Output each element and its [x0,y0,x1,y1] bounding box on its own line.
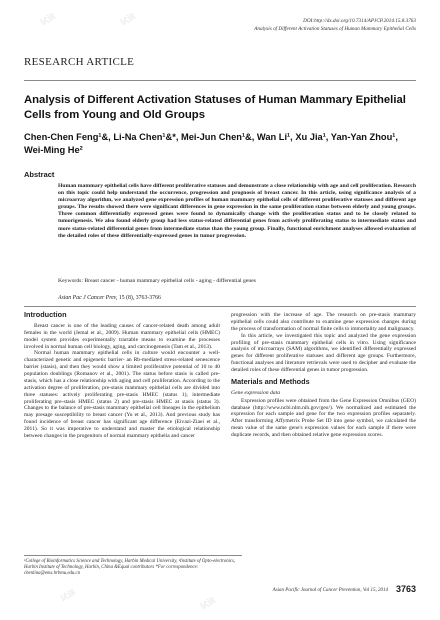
body-paragraph: In this article, we investigated this topic and analyzed the gene expression profiling of pre-stasis mammary epithelial cells in vitro. Using significance analysis of microarrays (SAM) algorithms, we identified differentially expressed genes for different proliferative statuses and different age groups. Furthermore, functional analyses and literature retrievals were used to decipher and evaluate the detailed roles of these differential genes in tumor progression. [231,332,416,373]
right-column [231,312,416,439]
citation-journal: Asian Pac J Cancer Prev, [58,295,118,301]
intro-paragraph: Breast cancer is one of the leading causes of cancer-related death among adult females in the world (Jemal et al., 2009). Human mammary epithelial cells (HMEC) model system provides experimentally tractable means to examine the processes involved in normal human cell biology, aging, and carcinogenesis (Tam et al., 2013). [24,322,220,350]
abstract-text: Human mammary epithelial cells have different proliferative statuses and demonstrate a close relationship with age and cell proliferation. Research on this topic could help understand the occurrence, progression and prognosis of breast cancer. In this article, using significance analysis of a microarray algorithm, we analyzed gene expression profiles of human mammary epithelial cells of different proliferative statuses and different age groups. The results showed there were significant differences in gene expression in the same proliferation status between elderly and young groups. Three common differentially expressed genes were found to dynamically change with the proliferation status and to be closely related to tumorigenesis. We also found elderly group had less status-related differential genes from actively proliferating status to intermediate status and more status-related differential genes from intermediate status than the young group. Finally, functional enrichment analyses allowed evaluation of the detailed roles of these differentially-expressed genes in tumor progression. [58,183,416,239]
page-number: 3763 [395,584,416,594]
introduction-heading: Introduction [24,310,67,319]
footer-journal: Asian Pacific Journal of Cancer Prevention, Vol 15, 2014 [272,588,388,593]
author-list: Chen-Chen Feng¹&, Li-Na Chen¹&*, Mei-Jun Chen¹&, Wan Li¹, Xu Jia¹, Yan-Yan Zhou¹, Wei-Ming He² [24,132,398,155]
intro-paragraph: Normal human mammary epithelial cells in culture would encounter a well-characterized genetic and epigenetic barrier- an Rb-mediated stress-related senescence barrier (stasis), and then they would show a limited proliferative potential of 10 to 40 population doublings (Romanov et al., 2001). The status before stasis is called pre-stasis, which has a close relationship with aging and cell proliferation. According to the activation degree of proliferation, pre-stasis mammary epithelial cells are divided into three statuses: actively proliferating pre-stasis HMEC (status 1), intermediate proliferating pre-stasis HMEC (status 2) and pre-stasis HMEC at stasis (status 3). Changes to the balance of pre-stasis mammary epithelial cell lineages in the epithelium may presage susceptibility to breast cancer (Yu et al., 2013). And previous study has found incidence of breast cancer has significant age difference (Eivazi-Ziaei et al., 2011). So it was imperative to understand and master the etiological relationship between changes in the progenitors of normal mammary epithelia and cancer [24,350,220,439]
doi-line: DOI:http://dx.doi.org/10.7314/APJCP.2014.15.8.3763 [303,18,416,24]
methods-heading: Materials and Methods [231,376,310,386]
citation [58,295,161,302]
article-type: RESEARCH ARTICLE [24,56,135,68]
body-paragraph: progression with the increase of age. The research on pre-stasis mammary epithelial cells could also contribute to examine gene expression changes during the process of transformation of normal finite cells to immortality and malignancy. [231,312,416,332]
watermark: 试读 [198,595,218,612]
footnote-rule [24,555,242,556]
watermark: 试读 [58,587,78,604]
citation-details: 15 (8), 3763-3766 [117,295,161,301]
footnote: ¹College of Bioinformatics Science and Technology, Harbin Medical University, ²Institute of Opto-electronics, Harbin Institute of Technology, Harbin, China &Equal contributors *For correspondence: chenlina@ems.hrbmu.edu.cn [24,559,236,576]
abstract-heading: Abstract [24,170,55,179]
methods-paragraph: Expression profiles were obtained from the Gene Expression Omnibus (GEO) database (http://www.ncbi.nlm.nih.gov/geo/). We normalized and estimated the expression for each sample and gene for the two expression profiles separately. After transforming Affymetrix Probe Set ID into gene symbol, we calculated the mean value of the same gene's expression values for each sample if there were duplicate records, and then obtained relative gene expression scores. [231,397,416,438]
abstract-divider [24,306,416,307]
watermark: 试读 [118,11,138,28]
paper-title: Analysis of Different Activation Statuses of Human Mammary Epithelial Cells from Young and Old Groups [24,94,406,121]
watermark: 试读 [38,11,58,28]
keywords: Keywords: Breast cancer - human mammary epithelial cells - aging - differential genes [58,278,256,284]
header-divider [24,80,416,81]
left-column [24,312,220,440]
running-title: Analysis of Different Activation Statuses of Human Mammary Epithelial Cells [254,26,416,32]
gene-expression-subheading: Gene expression data [231,389,281,396]
